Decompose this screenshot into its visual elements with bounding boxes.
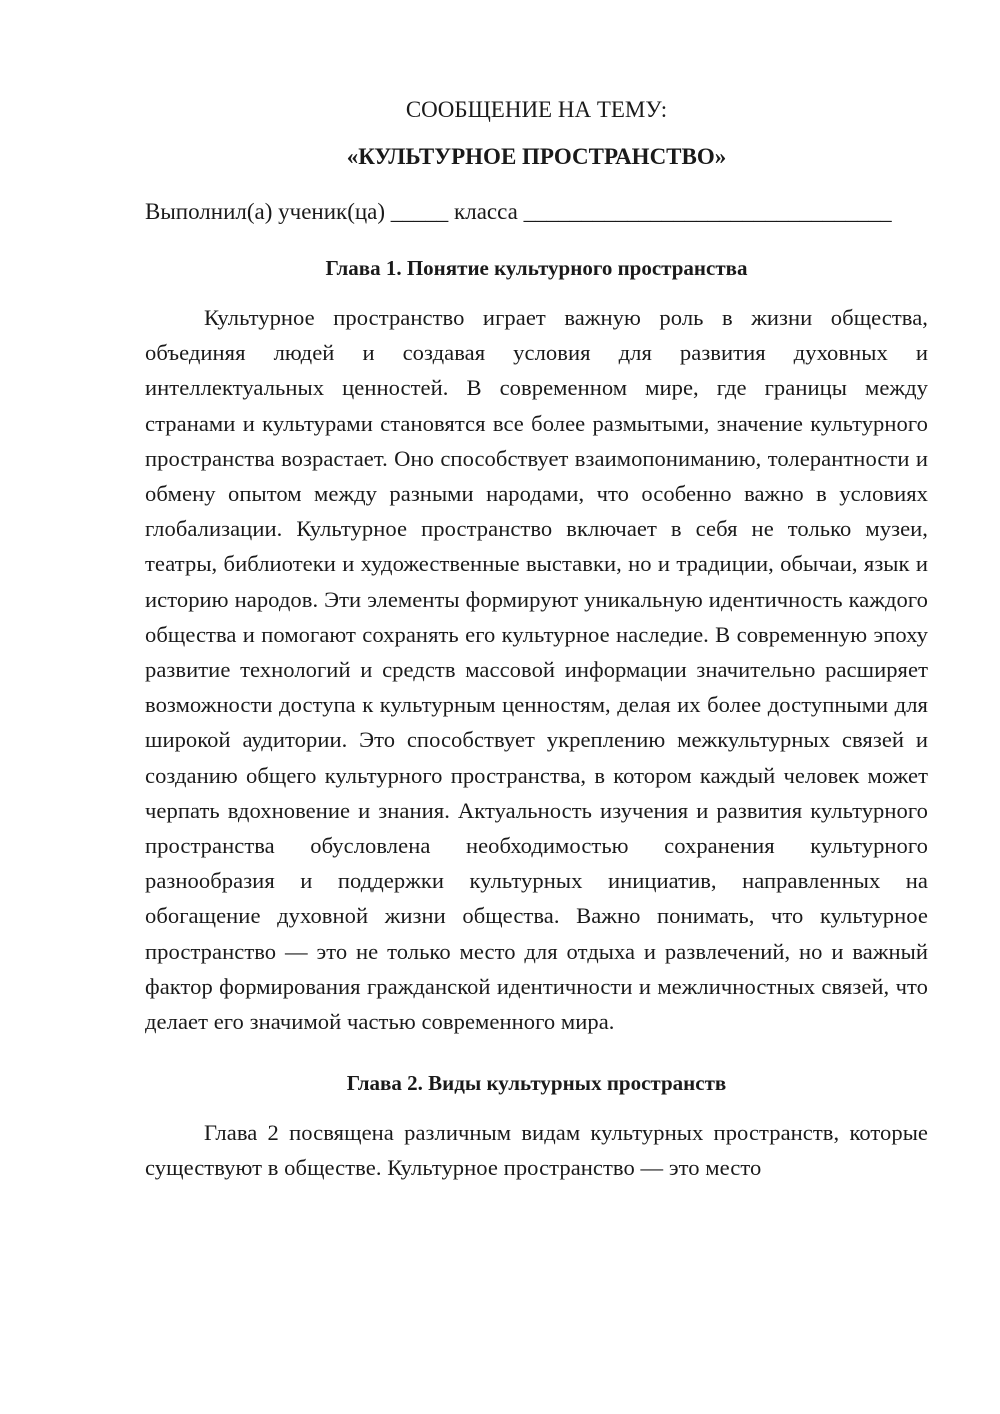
chapter-1-paragraph: Культурное пространство играет важную роль в жизни общества, объединяя людей и создавая условия для развития духовных и интеллектуальных ценностей. В современном мире, где границы между странами и культурами становятся все более размытыми, значение культурного пространства возрастает. Оно способствует взаимопониманию, толерантности и обмену опытом между разными народами, что особенно важно в условиях глобализации. Культурное пространство включает в себя не только музеи, театры, библиотеки и художественные выставки, но и традиции, обычаи, язык и историю народов. Эти элементы формируют уникальную идентичность каждого общества и помогают сохранять его культурное наследие. В современную эпоху развитие технологий и средств массовой информации значительно расширяет возможности доступа к культурным ценностям, делая их более доступными для широкой аудитории. Это способствует укреплению межкультурных связей и созданию общего культурного пространства, в котором каждый человек может черпать вдохновение и знания. Актуальность изучения и развития культурного пространства обусловлена необходимостью сохранения культурного разнообразия и поддержки культурных инициатив, направленных на обогащение духовной жизни общества. Важно понимать, что культурное пространство — это не только место для отдыха и развлечений, но и важный фактор формирования гражданской идентичности и межличностных связей, что делает его значимой частью современного мира. [145,305,928,1035]
document-title-line-2: «КУЛЬТУРНОЕ ПРОСТРАНСТВО» [346,144,727,169]
document-content [145,92,928,1186]
document-title-line-1: СООБЩЕНИЕ НА ТЕМУ: [405,97,668,122]
chapter-2-heading: Глава 2. Виды культурных пространств [346,1071,727,1096]
chapter-1-heading: Глава 1. Понятие культурного пространства [325,256,748,280]
author-line: Выполнил(а) ученик(ца) _____ класса ________________________________ [145,199,892,224]
chapter-2-paragraph: Глава 2 посвящена различным видам культурных пространств, которые существуют в обществе. Культурное пространство — это место [145,1120,928,1181]
